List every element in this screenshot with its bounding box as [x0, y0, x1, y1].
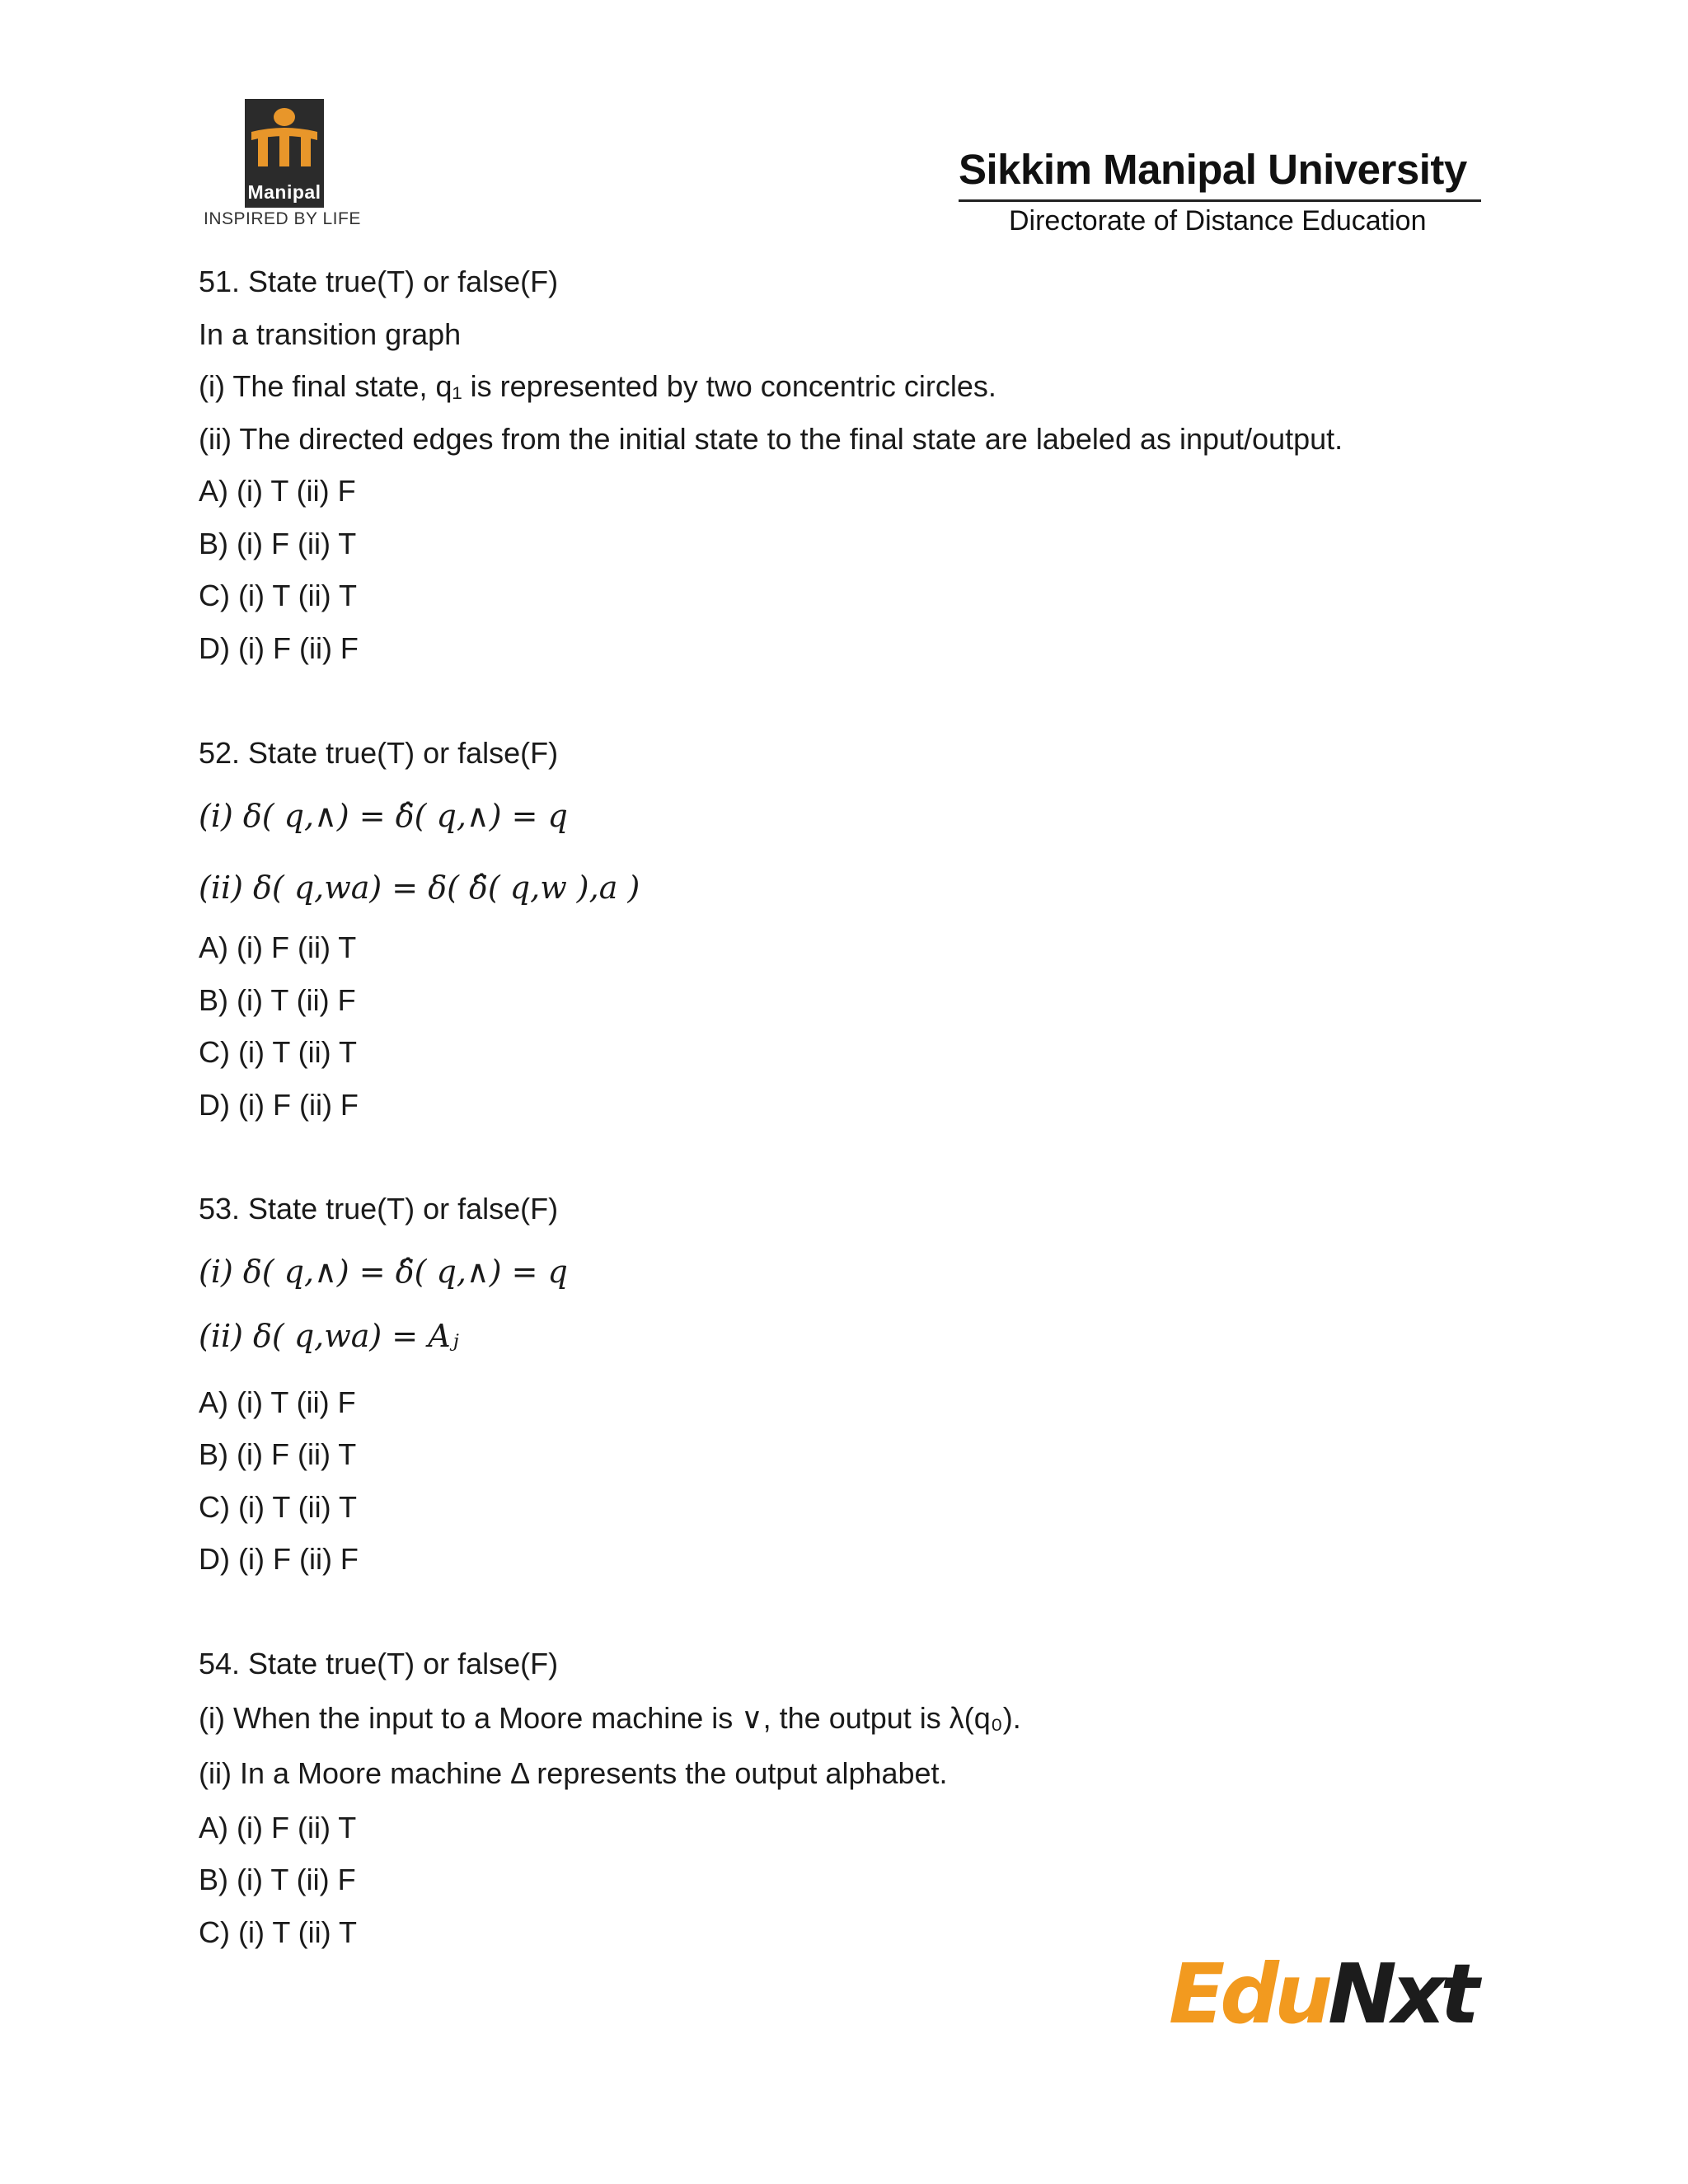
- option-b: B) (i) F (ii) T: [199, 1437, 357, 1471]
- option-a: A) (i) T (ii) F: [199, 1385, 356, 1419]
- manipal-logo: [245, 99, 324, 208]
- brand-nxt: Nxt: [1328, 1946, 1475, 2042]
- question-line: (ii) The directed edges from the initial state to the final state are labeled as input/output.: [199, 422, 1343, 456]
- option-a: A) (i) T (ii) F: [199, 474, 356, 508]
- option-c: C) (i) T (ii) T: [199, 1915, 357, 1949]
- option-c: C) (i) T (ii) T: [199, 579, 357, 612]
- option-b: B) (i) T (ii) F: [199, 983, 356, 1017]
- question-title: 52. State true(T) or false(F): [199, 736, 559, 770]
- manipal-emblem-icon: [245, 99, 324, 181]
- question-line: (ii) In a Moore machine Δ represents the output alphabet.: [199, 1756, 948, 1790]
- question-title: 53. State true(T) or false(F): [199, 1192, 559, 1226]
- logo-word: Manipal: [247, 181, 321, 203]
- option-c: C) (i) T (ii) T: [199, 1035, 357, 1069]
- edunxt-logo: [1169, 1945, 1475, 2044]
- question-line: In a transition graph: [199, 317, 462, 351]
- logo-tagline: INSPIRED BY LIFE: [204, 209, 361, 228]
- equation-line: (ii) δ( q,wa) = Aⱼ: [199, 1318, 459, 1354]
- option-c: C) (i) T (ii) T: [199, 1490, 357, 1524]
- equation-line: (i) δ( q,∧) = δ̂( q,∧) = q: [199, 1254, 568, 1290]
- option-a: A) (i) F (ii) T: [199, 1811, 357, 1844]
- option-d: D) (i) F (ii) F: [199, 1088, 359, 1122]
- question-title: 51. State true(T) or false(F): [199, 265, 559, 298]
- option-a: A) (i) F (ii) T: [199, 930, 357, 964]
- title-divider: [959, 199, 1481, 202]
- equation-line: (i) δ( q,∧) = δ̂( q,∧) = q: [199, 798, 568, 834]
- option-b: B) (i) F (ii) T: [199, 527, 357, 560]
- question-line: (i) The final state, q₁ is represented by two concentric circles.: [199, 369, 996, 403]
- university-title: Sikkim Manipal University: [959, 146, 1467, 193]
- brand-edu: Edu: [1169, 1946, 1329, 2042]
- option-d: D) (i) F (ii) F: [199, 631, 359, 665]
- equation-line: (ii) δ( q,wa) = δ( δ̂( q,w ),a ): [199, 869, 640, 906]
- question-title: 54. State true(T) or false(F): [199, 1647, 559, 1680]
- question-line: (i) When the input to a Moore machine is ∨, the output is λ(q₀).: [199, 1701, 1021, 1735]
- directorate-subtitle: Directorate of Distance Education: [1009, 205, 1427, 237]
- option-d: D) (i) F (ii) F: [199, 1542, 359, 1576]
- option-b: B) (i) T (ii) F: [199, 1863, 356, 1896]
